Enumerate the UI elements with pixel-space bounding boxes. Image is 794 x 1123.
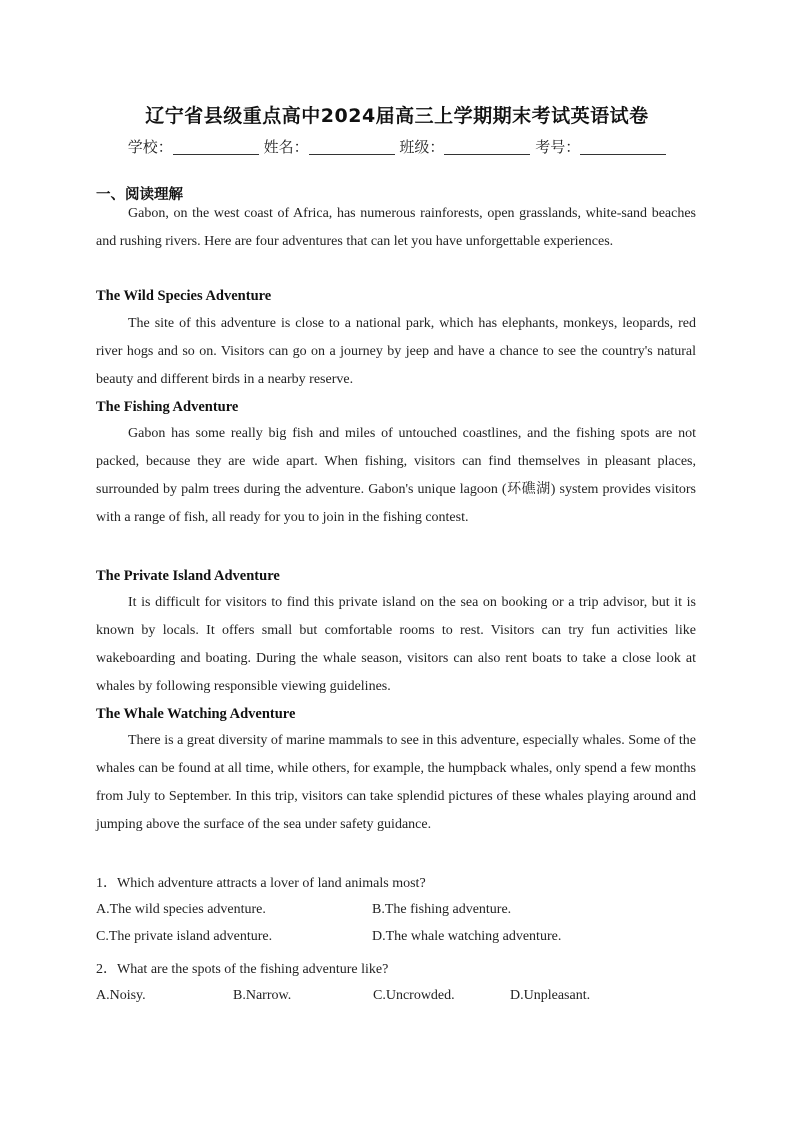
adventure-heading-whale-watching: The Whale Watching Adventure [96, 706, 296, 722]
student-info-line [0, 136, 794, 157]
adventure-heading-fishing: The Fishing Adventure [96, 399, 239, 415]
school-label: 学校： [127, 138, 173, 156]
name-blank[interactable] [309, 140, 395, 155]
question-1-option-d[interactable]: D.The whale watching adventure. [372, 929, 562, 944]
class-blank[interactable] [444, 140, 530, 155]
adventure-text-private-island: It is difficult for visitors to find this private island on the sea on booking or a trip advisor, but it is known by locals. It offers small but comfortable rooms to rest. Visitors can try fun activities like wakeboarding and boating. During the whale season, visitors can also rent boats to take a close look at whales by following responsible viewing guidelines. [96, 595, 696, 694]
class-label: 班级： [399, 138, 445, 156]
exam-title: 辽宁省县级重点高中2024届高三上学期期末考试英语试卷 [145, 105, 649, 127]
adventure-text-whale-watching: There is a great diversity of marine mammals to see in this adventure, especially whales. Some of the whales can be found at all time, while others, for example, the humpback whales, only spend a few months from July to September. In this trip, visitors can take splendid pictures of these whales playing around and jumping above the surface of the sea under safety guidance. [96, 733, 696, 832]
question-1-option-a[interactable]: A.The wild species adventure. [96, 902, 266, 917]
adventure-text-wild-species: The site of this adventure is close to a national park, which has elephants, monkeys, leopards, red river hogs and so on. Visitors can go on a journey by jeep and have a chance to see the country's natural beauty and different birds in a nearby reserve. [96, 316, 696, 387]
school-blank[interactable] [173, 140, 259, 155]
question-2-option-b[interactable]: B.Narrow. [233, 988, 292, 1003]
question-2-stem: 2．What are the spots of the fishing adventure like? [96, 962, 389, 977]
question-2-option-a[interactable]: A.Noisy. [96, 988, 146, 1003]
adventure-heading-private-island: The Private Island Adventure [96, 568, 280, 584]
section-title: 一、阅读理解 [96, 187, 183, 203]
question-2-option-d[interactable]: D.Unpleasant. [510, 988, 591, 1003]
question-1-option-b[interactable]: B.The fishing adventure. [372, 902, 512, 917]
question-1-option-c[interactable]: C.The private island adventure. [96, 929, 273, 944]
name-label: 姓名： [263, 138, 309, 156]
question-1-stem: 1．Which adventure attracts a lover of land animals most? [96, 876, 426, 891]
exam-number-blank[interactable] [580, 140, 666, 155]
adventure-heading-wild-species: The Wild Species Adventure [96, 288, 272, 304]
adventure-text-fishing: Gabon has some really big fish and miles of untouched coastlines, and the fishing spots are not packed, because they are wide apart. When fishing, visitors can find themselves in pleasant places, surrounded by palm trees during the adventure. Gabon's unique lagoon (环礁湖) system provides visitors with a range of fish, all ready for you to join in the fishing contest. [96, 426, 696, 525]
question-2-option-c[interactable]: C.Uncrowded. [373, 988, 455, 1003]
exam-number-label: 考号： [535, 138, 581, 156]
intro-paragraph: Gabon, on the west coast of Africa, has numerous rainforests, open grasslands, white-sand beaches and rushing rivers. Here are four adventures that can let you have unforgettable experiences. [96, 206, 696, 249]
